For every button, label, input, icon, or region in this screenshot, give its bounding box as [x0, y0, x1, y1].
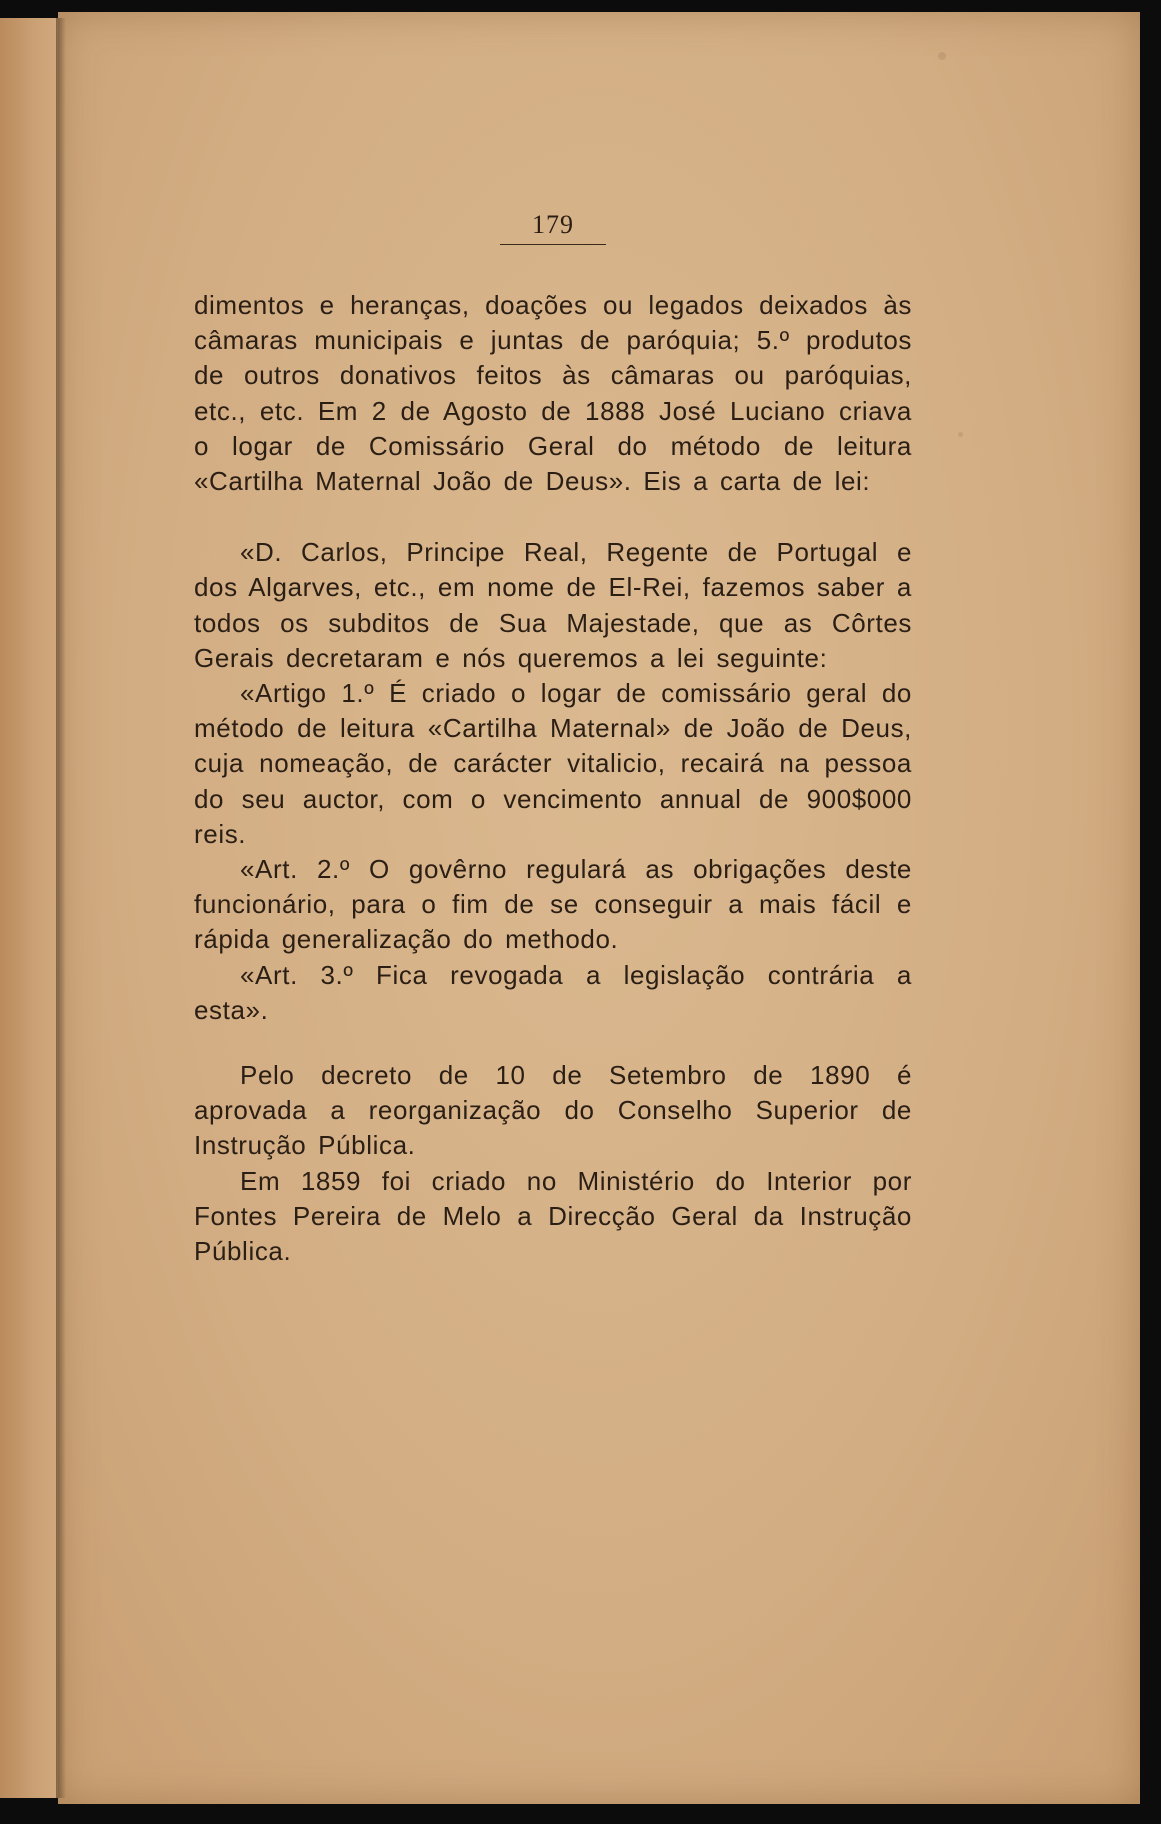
- paragraph: «Artigo 1.º É criado o logar de comissário geral do método de leitura «Cartilha Maternal» de João de Deus, cuja nomeação, de carácter vitalicio, recairá na pessoa do seu auctor, com o vencimento annual de 900$000 reis.: [194, 678, 912, 849]
- paragraph: «D. Carlos, Principe Real, Regente de Portugal e dos Algarves, etc., em nome de El-Rei, fazemos saber a todos os subditos de Sua Majestade, que as Côrtes Gerais decretaram e nós queremos a lei seguinte:: [194, 537, 912, 673]
- header-rule: [500, 244, 606, 245]
- paragraph: «Art. 3.º Fica revogada a legislação contrária a esta».: [194, 959, 912, 1025]
- paragraph: Em 1859 foi criado no Ministério do Interior por Fontes Pereira de Melo a Direcção Geral da Instrução Pública.: [194, 1165, 912, 1267]
- paragraph: dimentos e heranças, doações ou legados deixados às câmaras municipais e juntas de paróquia; 5.º produtos de outros donativos feitos às câmaras ou paróquias, etc., etc. Em 2 de Agosto de 1888 José Luciano criava o logar de Comissário Geral do método de leitura «Cartilha Maternal João de Deus». Eis a carta de lei:: [194, 290, 912, 497]
- paragraph: «Art. 2.º O govêrno regulará as obrigações deste funcionário, para o fim de se conseguir a mais fácil e rápida generalização do methodo.: [194, 854, 912, 955]
- previous-page-edge: [0, 18, 62, 1798]
- paragraph: Pelo decreto de 10 de Setembro de 1890 é aprovada a reorganização do Conselho Superior de Instrução Pública.: [194, 1060, 912, 1161]
- binding-shadow: [56, 18, 66, 1798]
- page-number: 179: [532, 210, 574, 239]
- page-body: [194, 288, 912, 1269]
- page-header: [500, 210, 606, 245]
- stain-mark: [938, 52, 946, 60]
- stain-mark: [958, 432, 963, 437]
